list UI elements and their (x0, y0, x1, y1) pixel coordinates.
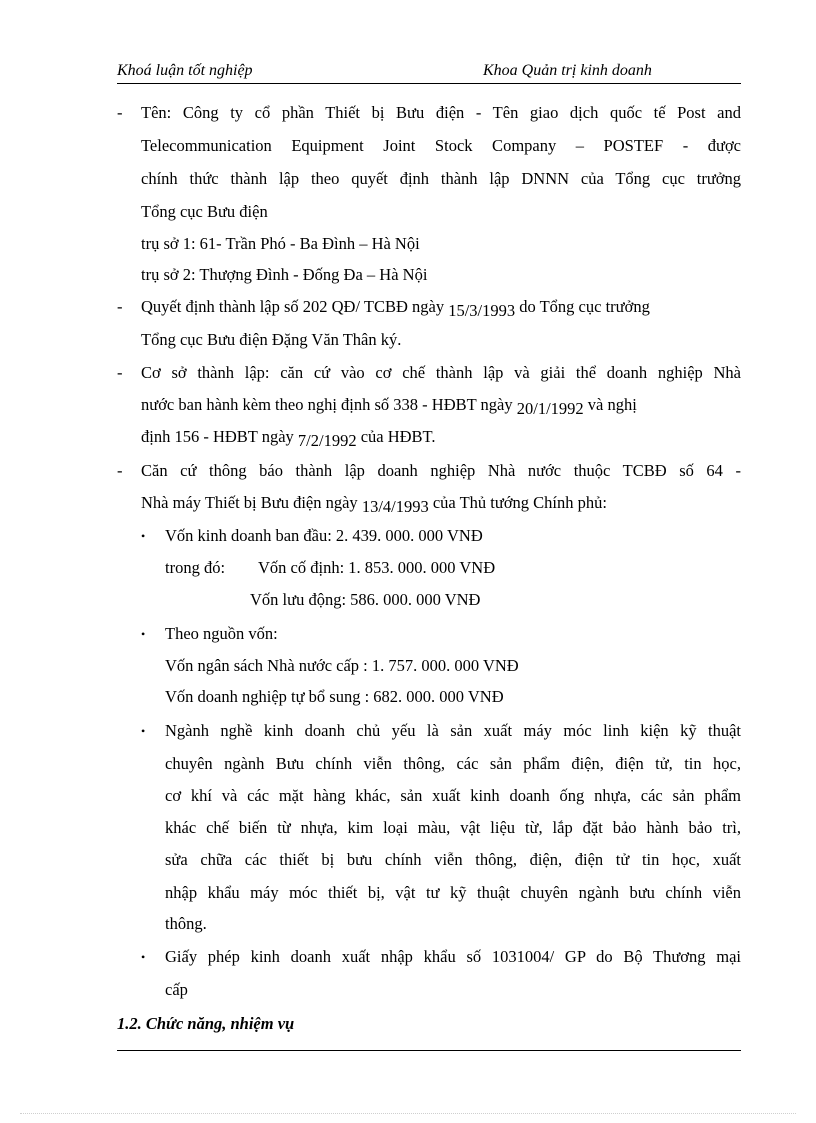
date-text: 7/2/1992 (297, 431, 357, 450)
paragraph-line (141, 394, 637, 416)
paragraph-line: Telecommunication Equipment Joint Stock Company – POSTEF - được (141, 136, 741, 155)
bullet-line: thông. (165, 914, 207, 933)
bullet-line: khác chế biến từ nhựa, kim loại màu, vật liệu từ, lắp đặt bảo hành bảo trì, (165, 818, 741, 837)
paragraph-line: Tổng cục Bưu điện Đặng Văn Thân ký. (141, 330, 402, 349)
dash-marker: - (117, 297, 123, 316)
paragraph-line (141, 296, 650, 318)
address-line: trụ sở 1: 61- Trần Phó - Ba Đình – Hà Nội (141, 234, 420, 253)
dash-marker: - (117, 461, 123, 480)
bullet-line: chuyên ngành Bưu chính viễn thông, các sản phẩm điện, điện tử, tin học, (165, 754, 741, 773)
header-divider (117, 83, 741, 84)
paragraph-line: Tổng cục Bưu điện (141, 202, 268, 221)
bullet-line: Ngành nghề kinh doanh chủ yếu là sản xuất máy móc linh kiện kỹ thuật (165, 721, 741, 740)
bullet-line: Vốn ngân sách Nhà nước cấp : 1. 757. 000. 000 VNĐ (165, 656, 519, 675)
bullet-line: Giấy phép kinh doanh xuất nhập khẩu số 1031004/ GP do Bộ Thương mại (165, 947, 741, 966)
bullet-line: nhập khẩu máy móc thiết bị, vật tư kỹ thuật chuyên ngành bưu chính viễn (165, 883, 741, 902)
bullet-icon: • (141, 627, 146, 641)
bullet-line: cấp (165, 980, 188, 999)
text-run: nước ban hành kèm theo nghị định số 338 - HĐBT ngày (141, 395, 517, 414)
paragraph-line: Căn cứ thông báo thành lập doanh nghiệp Nhà nước thuộc TCBĐ số 64 - (141, 461, 741, 480)
paragraph-line: chính thức thành lập theo quyết định thành lập DNNN của Tổng cục trưởng (141, 169, 741, 188)
bullet-line: Vốn doanh nghiệp tự bổ sung : 682. 000. 000 VNĐ (165, 687, 504, 706)
text-run: do Tổng cục trưởng (515, 297, 650, 316)
bullet-line: Vốn kinh doanh ban đầu: 2. 439. 000. 000 VNĐ (165, 526, 483, 545)
text-run: của Thủ tướng Chính phủ: (428, 493, 607, 512)
bullet-line: sửa chữa các thiết bị bưu chính viễn thông, điện, điện tử tin học, xuất (165, 850, 741, 869)
bullet-line: Theo nguồn vốn: (165, 624, 278, 643)
bullet-icon: • (141, 724, 146, 738)
paragraph-line: Cơ sở thành lập: căn cứ vào cơ chế thành lập và giải thể doanh nghiệp Nhà (141, 363, 741, 382)
page-header (117, 62, 741, 84)
text-run: Nhà máy Thiết bị Bưu điện ngày (141, 493, 362, 512)
address-line: trụ sở 2: Thượng Đình - Đống Đa – Hà Nội (141, 265, 428, 284)
bullet-line: cơ khí và các mặt hàng khác, sản xuất kinh doanh ống nhựa, các sản phẩm (165, 786, 741, 805)
bullet-icon: • (141, 529, 146, 543)
footer-divider (117, 1050, 741, 1051)
header-left-title: Khoá luận tốt nghiệp (117, 62, 253, 79)
paragraph-line (141, 426, 436, 448)
text-run: định 156 - HĐBT ngày (141, 427, 298, 446)
paragraph-line (141, 492, 607, 514)
text-run: và nghị (583, 395, 637, 414)
header-right-title: Khoa Quản trị kinh doanh (483, 62, 652, 79)
dash-marker: - (117, 363, 123, 382)
text-run: của HĐBT. (356, 427, 436, 446)
date-text: 15/3/1993 (448, 301, 516, 320)
bullet-line: Vốn lưu động: 586. 000. 000 VNĐ (250, 590, 481, 609)
date-text: 20/1/1992 (516, 399, 584, 418)
bullet-line: Vốn cố định: 1. 853. 000. 000 VNĐ (258, 558, 496, 577)
text-run: Quyết định thành lập số 202 QĐ/ TCBĐ ngày (141, 297, 449, 316)
page-bottom-border (20, 1113, 796, 1114)
date-text: 13/4/1993 (361, 497, 429, 516)
dash-marker: - (117, 103, 123, 122)
paragraph-line: Tên: Công ty cổ phần Thiết bị Bưu điện - Tên giao dịch quốc tế Post and (141, 103, 741, 122)
section-heading: 1.2. Chức năng, nhiệm vụ (117, 1014, 295, 1033)
bullet-icon: • (141, 950, 146, 964)
bullet-line: trong đó: (165, 558, 226, 577)
